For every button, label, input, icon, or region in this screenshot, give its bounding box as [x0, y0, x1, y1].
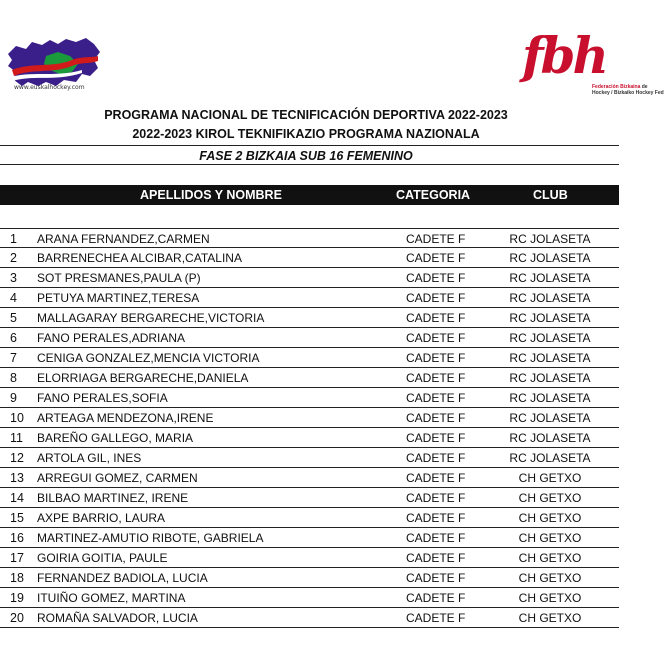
- player-club: CH GETXO: [518, 611, 582, 625]
- player-name: ARTEAGA MENDEZONA,IRENE: [37, 411, 214, 425]
- player-name: ARREGUI GOMEZ, CARMEN: [37, 471, 198, 485]
- player-club: CH GETXO: [518, 471, 582, 485]
- player-club: RC JOLASETA: [509, 291, 591, 305]
- table-row: [0, 468, 619, 488]
- player-name: FERNANDEZ BADIOLA, LUCIA: [37, 571, 208, 585]
- player-category: CADETE F: [406, 611, 466, 625]
- row-number: 5: [10, 311, 17, 325]
- player-club: CH GETXO: [518, 511, 582, 525]
- player-name: FANO PERALES,ADRIANA: [37, 331, 186, 345]
- player-club: RC JOLASETA: [509, 311, 591, 325]
- player-club: CH GETXO: [518, 571, 582, 585]
- column-header-category: CATEGORIA: [396, 188, 471, 202]
- player-club: RC JOLASETA: [509, 232, 591, 246]
- player-category: CADETE F: [406, 531, 466, 545]
- fbh-logo: [520, 26, 664, 102]
- fbh-federation-name: Federación Bizkaina: [592, 84, 641, 90]
- player-club: RC JOLASETA: [509, 331, 591, 345]
- player-category: CADETE F: [406, 451, 466, 465]
- fbh-federation-tail: de: [640, 84, 648, 90]
- player-category: CADETE F: [406, 491, 466, 505]
- player-name: MALLAGARAY BERGARECHE,VICTORIA: [37, 311, 265, 325]
- player-name: SOT PRESMANES,PAULA (P): [37, 271, 201, 285]
- table-row: [0, 508, 619, 528]
- row-number: 13: [10, 471, 24, 485]
- fbh-federation-line-2: Hockey / Bizkaiko Hockey Fed: [592, 90, 664, 96]
- table-row: [0, 368, 619, 388]
- player-category: CADETE F: [406, 411, 466, 425]
- player-club: RC JOLASETA: [509, 431, 591, 445]
- table-row: [0, 568, 619, 588]
- table-row: [0, 268, 619, 288]
- player-name: GOIRIA GOITIA, PAULE: [37, 551, 168, 565]
- row-number: 12: [10, 451, 24, 465]
- column-header-club: CLUB: [533, 188, 568, 202]
- player-name: ELORRIAGA BERGARECHE,DANIELA: [37, 371, 249, 385]
- table-row: [0, 608, 619, 628]
- row-number: 3: [10, 271, 17, 285]
- row-number: 20: [10, 611, 24, 625]
- table-row: [0, 488, 619, 508]
- row-number: 17: [10, 551, 24, 565]
- player-category: CADETE F: [406, 251, 466, 265]
- row-number: 8: [10, 371, 17, 385]
- player-category: CADETE F: [406, 351, 466, 365]
- player-name: AXPE BARRIO, LAURA: [37, 511, 166, 525]
- table-row: [0, 308, 619, 328]
- row-number: 2: [10, 251, 17, 265]
- player-name: BILBAO MARTINEZ, IRENE: [37, 491, 189, 505]
- row-number: 4: [10, 291, 17, 305]
- player-name: MARTINEZ-AMUTIO RIBOTE, GABRIELA: [37, 531, 264, 545]
- player-club: RC JOLASETA: [509, 351, 591, 365]
- player-club: CH GETXO: [518, 531, 582, 545]
- federation-map-logo: [2, 34, 102, 96]
- table-row: [0, 408, 619, 428]
- row-number: 1: [10, 232, 17, 246]
- player-club: CH GETXO: [518, 591, 582, 605]
- fbh-wordmark: fbh: [522, 26, 606, 85]
- row-number: 19: [10, 591, 24, 605]
- table-row: [0, 328, 619, 348]
- player-name: BARRENECHEA ALCIBAR,CATALINA: [37, 251, 242, 265]
- divider: [0, 164, 619, 165]
- player-club: RC JOLASETA: [509, 251, 591, 265]
- player-category: CADETE F: [406, 371, 466, 385]
- player-club: RC JOLASETA: [509, 451, 591, 465]
- player-category: CADETE F: [406, 271, 466, 285]
- player-table: [0, 228, 619, 628]
- player-name: CENIGA GONZALEZ,MENCIA VICTORIA: [37, 351, 260, 365]
- column-header-name: APELLIDOS Y NOMBRE: [140, 188, 282, 202]
- row-number: 10: [10, 411, 24, 425]
- player-category: CADETE F: [406, 551, 466, 565]
- player-name: ROMAÑA SALVADOR, LUCIA: [37, 611, 198, 625]
- logo-caption: www.euskalhockey.com: [14, 84, 85, 91]
- row-number: 18: [10, 571, 24, 585]
- player-club: CH GETXO: [518, 551, 582, 565]
- table-row: [0, 588, 619, 608]
- program-title: PROGRAMA NACIONAL DE TECNIFICACIÓN DEPORTIVA 2022-2023: [104, 108, 508, 122]
- player-name: PETUYA MARTINEZ,TERESA: [37, 291, 200, 305]
- player-club: RC JOLASETA: [509, 271, 591, 285]
- player-name: BAREÑO GALLEGO, MARIA: [37, 431, 194, 445]
- table-row: [0, 388, 619, 408]
- phase-subtitle: FASE 2 BIZKAIA SUB 16 FEMENINO: [199, 149, 413, 163]
- table-row: [0, 348, 619, 368]
- player-category: CADETE F: [406, 291, 466, 305]
- row-number: 7: [10, 351, 17, 365]
- player-category: CADETE F: [406, 571, 466, 585]
- player-club: RC JOLASETA: [509, 391, 591, 405]
- row-number: 6: [10, 331, 17, 345]
- player-category: CADETE F: [406, 331, 466, 345]
- table-header: [0, 185, 619, 205]
- divider: [0, 145, 619, 146]
- table-row: [0, 248, 619, 268]
- table-row: [0, 528, 619, 548]
- table-row: [0, 228, 619, 248]
- row-number: 14: [10, 491, 24, 505]
- player-category: CADETE F: [406, 431, 466, 445]
- player-name: ARANA FERNANDEZ,CARMEN: [37, 232, 210, 246]
- player-category: CADETE F: [406, 591, 466, 605]
- player-name: ARTOLA GIL, INES: [37, 451, 142, 465]
- row-number: 16: [10, 531, 24, 545]
- player-category: CADETE F: [406, 232, 466, 246]
- player-category: CADETE F: [406, 471, 466, 485]
- table-row: [0, 548, 619, 568]
- program-title-basque: 2022-2023 KIROL TEKNIFIKAZIO PROGRAMA NAZIONALA: [132, 127, 480, 141]
- row-number: 9: [10, 391, 17, 405]
- player-category: CADETE F: [406, 391, 466, 405]
- row-number: 11: [10, 431, 23, 445]
- player-name: FANO PERALES,SOFIA: [37, 391, 168, 405]
- player-category: CADETE F: [406, 311, 466, 325]
- player-category: CADETE F: [406, 511, 466, 525]
- row-number: 15: [10, 511, 24, 525]
- player-club: RC JOLASETA: [509, 411, 591, 425]
- table-row: [0, 288, 619, 308]
- player-club: RC JOLASETA: [509, 371, 591, 385]
- player-name: ITUIÑO GOMEZ, MARTINA: [37, 591, 186, 605]
- table-row: [0, 428, 619, 448]
- player-club: CH GETXO: [518, 491, 582, 505]
- table-row: [0, 448, 619, 468]
